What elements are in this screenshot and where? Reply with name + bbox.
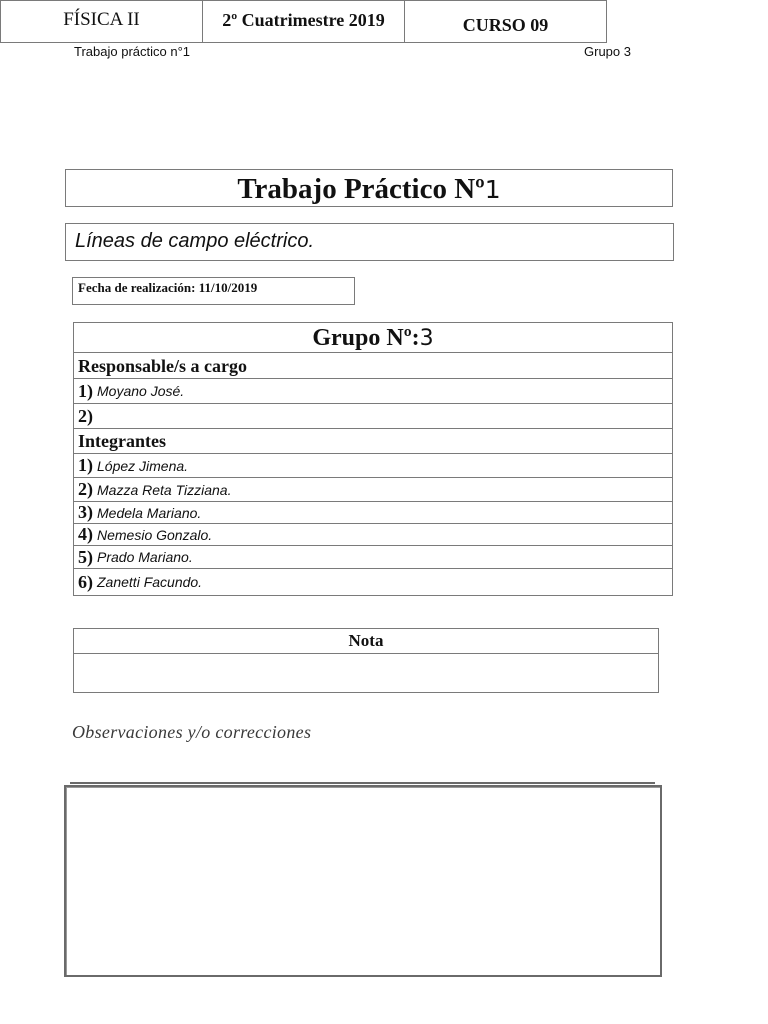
term-cell: 2º Cuatrimestre 2019 bbox=[203, 1, 405, 42]
grade-heading: Nota bbox=[74, 629, 658, 654]
observations-divider bbox=[70, 782, 655, 784]
subtitle: Líneas de campo eléctrico. bbox=[75, 230, 315, 252]
observations-label: Observaciones y/o correcciones bbox=[72, 722, 312, 742]
group-number: 3 bbox=[419, 326, 434, 351]
title-box bbox=[65, 169, 673, 207]
integrante-name: Medela Mariano. bbox=[97, 504, 202, 521]
integrantes-heading: Integrantes bbox=[74, 429, 672, 454]
row-number: 3) bbox=[78, 502, 93, 522]
responsable-row bbox=[74, 404, 672, 429]
integrante-row bbox=[74, 454, 672, 478]
group-label: Grupo Nº: bbox=[312, 325, 420, 351]
responsable-row bbox=[74, 379, 672, 404]
row-number: 2) bbox=[78, 479, 93, 499]
integrante-name: Nemesio Gonzalo. bbox=[97, 526, 213, 543]
integrante-name: Mazza Reta Tizziana. bbox=[97, 481, 232, 498]
header-right-group: Grupo 3 bbox=[584, 44, 631, 59]
subject-cell: FÍSICA II bbox=[1, 1, 203, 42]
integrante-name: Zanetti Facundo. bbox=[97, 574, 203, 590]
integrante-row bbox=[74, 569, 672, 595]
grade-value bbox=[74, 654, 658, 692]
date-box bbox=[72, 277, 355, 305]
page-title bbox=[237, 173, 500, 205]
title-number: 1 bbox=[484, 175, 501, 204]
title-label: Trabajo Práctico Nº bbox=[237, 173, 485, 205]
course-cell: CURSO 09 bbox=[462, 15, 549, 35]
observations-box bbox=[64, 785, 662, 977]
header-left-title: Trabajo práctico n°1 bbox=[74, 44, 190, 59]
course-info-table bbox=[0, 0, 607, 43]
row-number: 1) bbox=[78, 455, 93, 475]
group-table bbox=[73, 322, 673, 596]
row-number: 2) bbox=[78, 405, 93, 426]
responsables-heading: Responsable/s a cargo bbox=[74, 353, 672, 379]
integrante-row bbox=[74, 478, 672, 502]
row-number: 4) bbox=[78, 524, 93, 544]
date-text: Fecha de realización: 11/10/2019 bbox=[78, 280, 258, 295]
row-number: 1) bbox=[78, 380, 93, 401]
grade-box bbox=[73, 628, 659, 693]
integrante-row bbox=[74, 524, 672, 546]
integrante-row bbox=[74, 502, 672, 524]
group-title bbox=[74, 323, 672, 353]
row-number: 5) bbox=[78, 546, 93, 567]
subtitle-box bbox=[65, 223, 674, 261]
integrante-row bbox=[74, 546, 672, 569]
row-number: 6) bbox=[78, 571, 93, 592]
integrante-name: López Jimena. bbox=[97, 457, 189, 474]
responsable-name: Moyano José. bbox=[97, 383, 185, 399]
integrante-name: Prado Mariano. bbox=[97, 549, 193, 565]
